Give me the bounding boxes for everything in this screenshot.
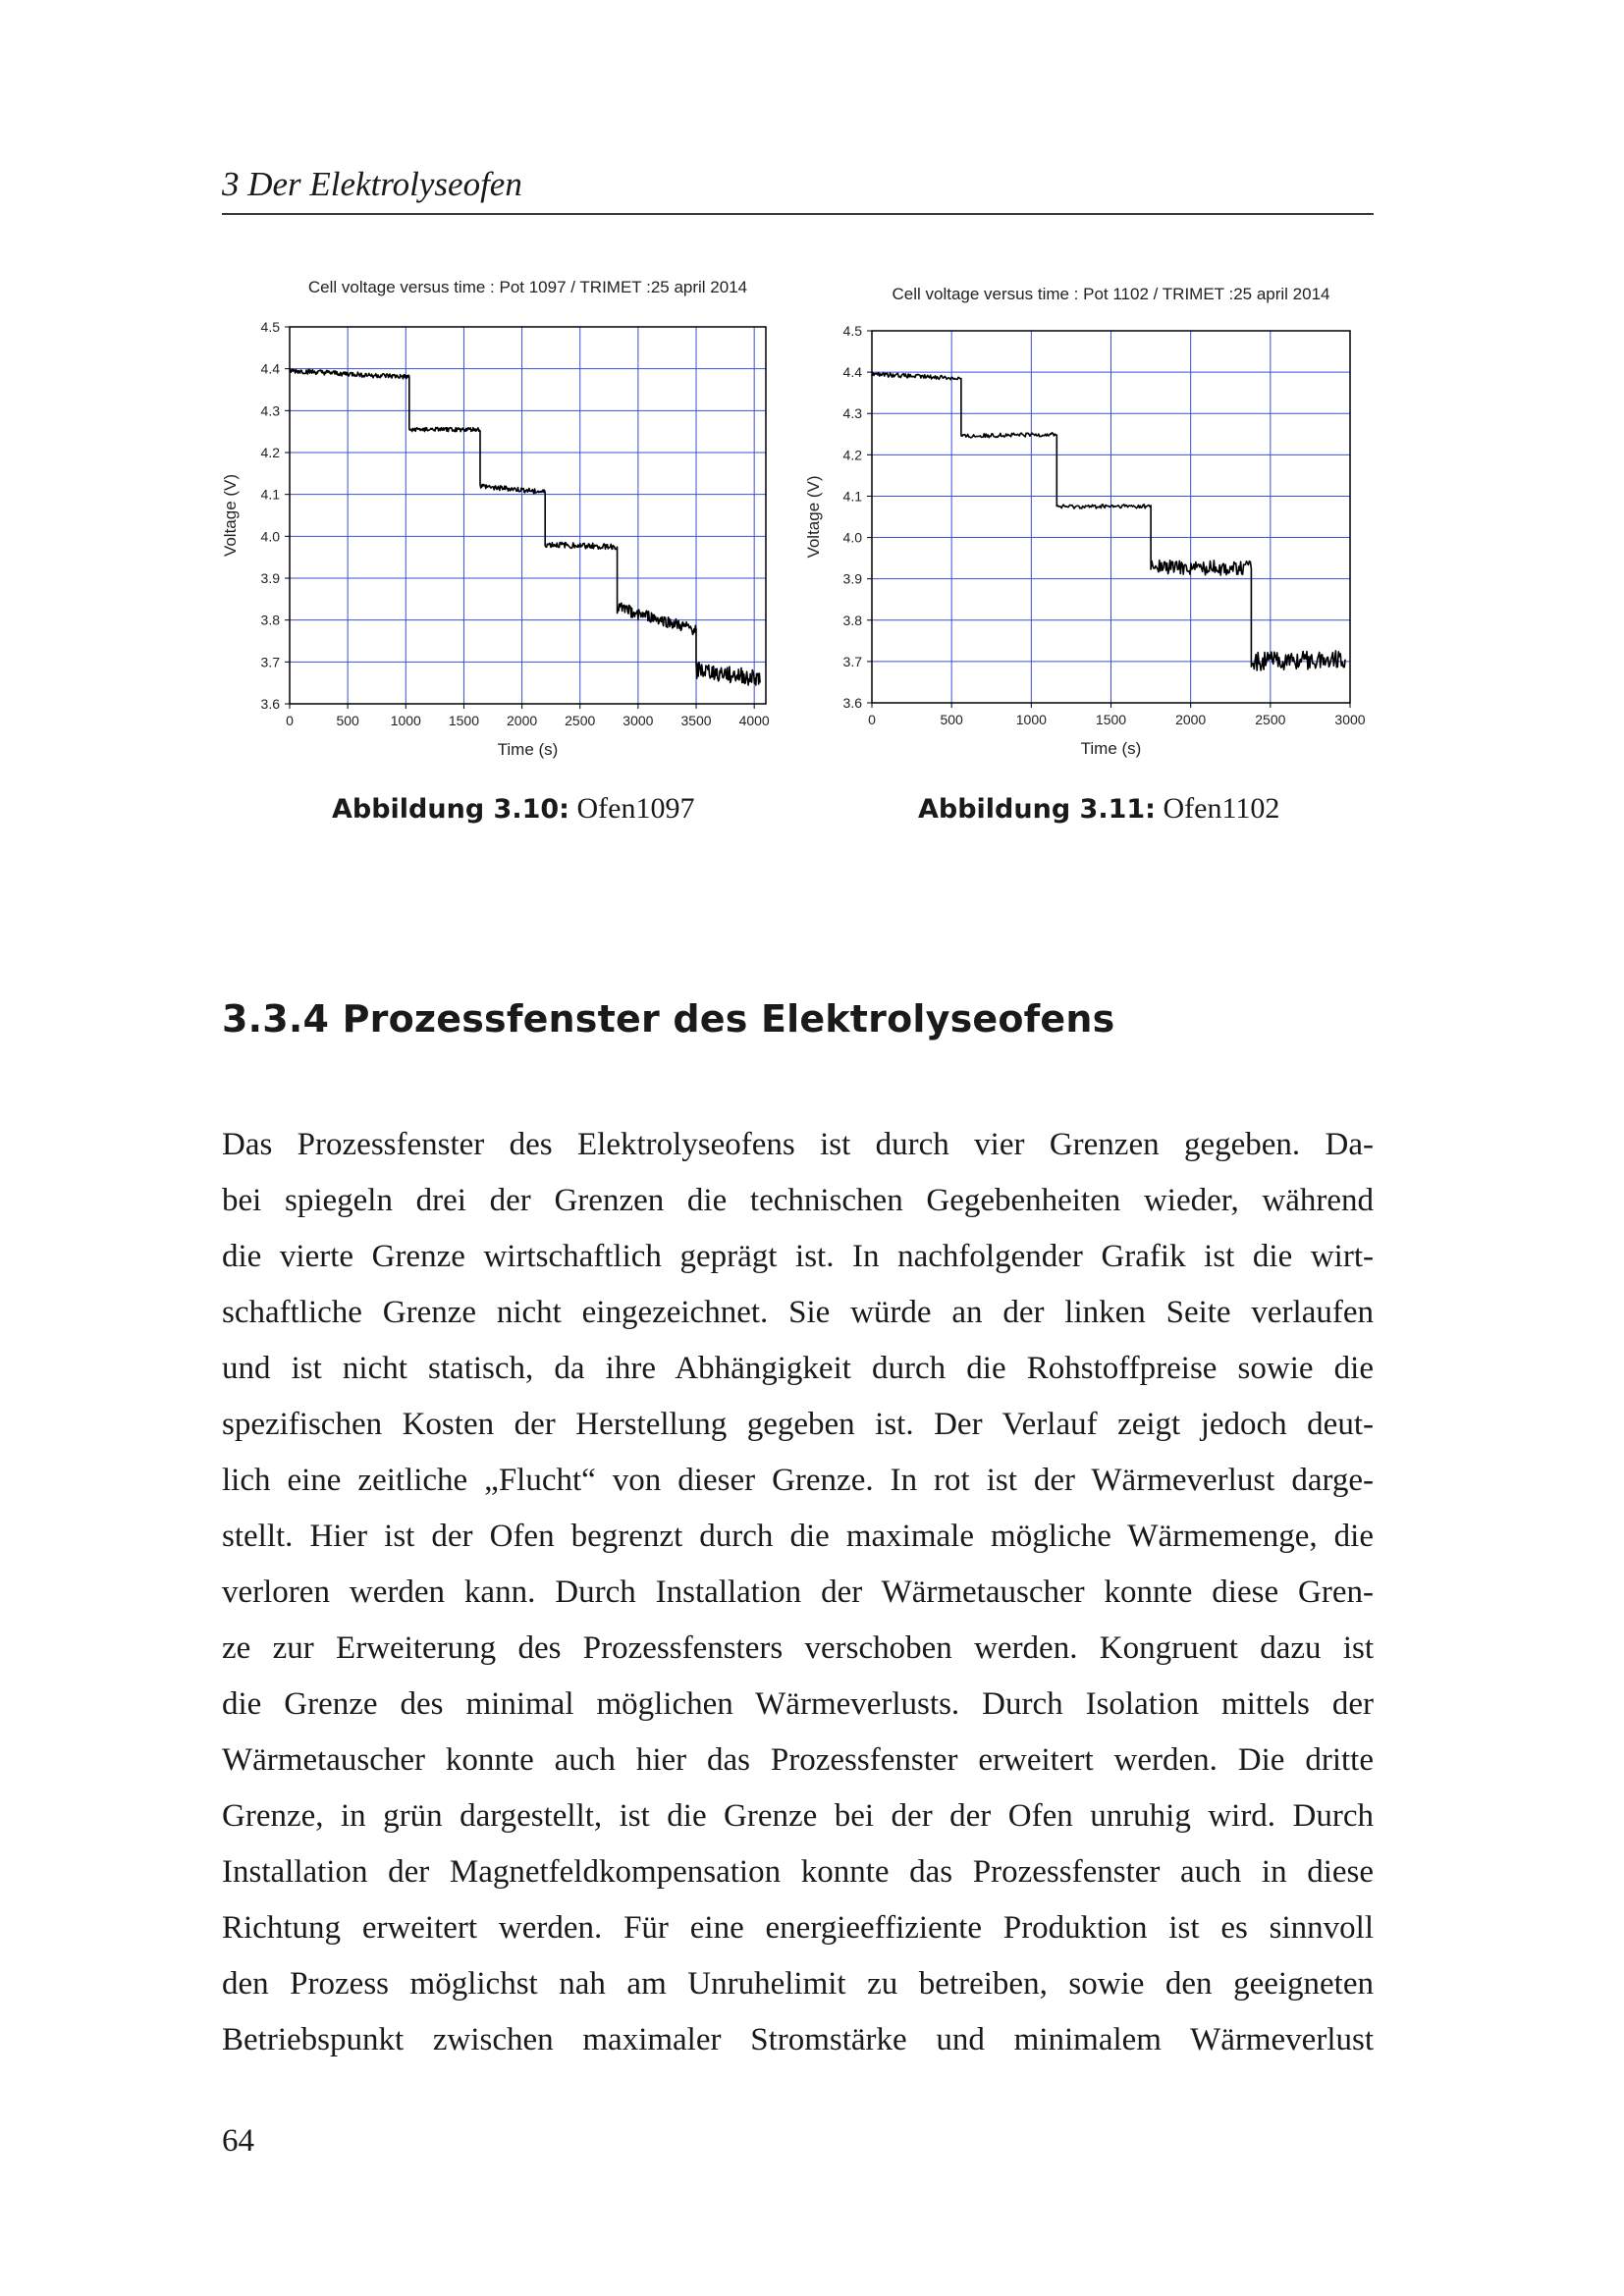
body-line: Grenze, in grün dargestellt, ist die Grenze bei der der Ofen unruhig wird. Durch	[222, 1798, 1374, 1834]
chart-title: Cell voltage versus time : Pot 1097 / TRIMET :25 april 2014	[307, 278, 748, 296]
y-tick-label: 4.3	[842, 405, 862, 422]
header-rule	[222, 213, 1374, 215]
caption-text: Ofen1102	[1163, 792, 1280, 825]
y-tick-label: 3.7	[842, 653, 862, 669]
y-tick-label: 3.8	[260, 612, 280, 628]
y-tick-label: 4.4	[260, 360, 280, 377]
y-tick-label: 4.4	[842, 364, 862, 381]
x-tick-label: 0	[868, 712, 876, 727]
body-paragraph	[222, 1117, 1374, 2068]
body-line: spezifischen Kosten der Herstellung gegeben ist. Der Verlauf zeigt jedoch deut-	[222, 1407, 1374, 1442]
body-line: Betriebspunkt zwischen maximaler Stromstärke und minimalem Wärmeverlust	[222, 2022, 1374, 2057]
caption-label: Abbildung 3.10:	[332, 794, 569, 825]
x-tick-label: 1500	[1095, 712, 1127, 727]
voltage-series-line	[290, 369, 760, 686]
chart-ofen1102	[797, 265, 1386, 775]
body-line: Installation der Magnetfeldkompensation konnte das Prozessfenster auch in diese	[222, 1854, 1374, 1890]
x-tick-label: 2500	[565, 713, 596, 728]
caption-text: Ofen1097	[576, 792, 695, 825]
y-axis-label: Voltage (V)	[804, 475, 823, 559]
chart-title: Cell voltage versus time : Pot 1102 / TRIMET :25 april 2014	[892, 285, 1330, 303]
body-line: Das Prozessfenster des Elektrolyseofens ist durch vier Grenzen gegeben. Da-	[222, 1127, 1374, 1162]
x-tick-label: 3500	[680, 713, 712, 728]
body-line: und ist nicht statisch, da ihre Abhängigkeit durch die Rohstoffpreise sowie die	[222, 1351, 1374, 1386]
body-line: lich eine zeitliche „Flucht“ von dieser Grenze. In rot ist der Wärmeverlust darge-	[222, 1463, 1374, 1498]
section-title: 3.3.4 Prozessfenster des Elektrolyseofens	[222, 997, 1115, 1041]
plot-frame	[290, 327, 766, 704]
voltage-series-line	[872, 373, 1345, 670]
figure-ofen1097	[214, 265, 803, 775]
y-tick-label: 3.7	[260, 654, 280, 670]
page-number: 64	[222, 2123, 254, 2159]
body-line: den Prozess möglichst nah am Unruhelimit zu betreiben, sowie den geeigneten	[222, 1966, 1374, 2002]
body-line: die Grenze des minimal möglichen Wärmeverlusts. Durch Isolation mittels der	[222, 1686, 1374, 1722]
y-tick-label: 4.3	[260, 402, 280, 419]
y-tick-label: 4.2	[842, 447, 862, 463]
figure-caption-3-10	[332, 792, 694, 826]
x-tick-label: 1500	[448, 713, 480, 728]
y-tick-label: 4.1	[842, 488, 862, 505]
y-tick-label: 4.0	[842, 529, 862, 546]
figure-ofen1102	[797, 265, 1386, 775]
y-tick-label: 4.1	[260, 486, 280, 503]
x-tick-label: 0	[286, 713, 294, 728]
y-tick-label: 4.5	[842, 323, 862, 339]
x-axis-label: Time (s)	[1080, 739, 1142, 758]
x-tick-label: 2000	[1175, 712, 1207, 727]
y-tick-label: 3.9	[842, 570, 862, 587]
y-tick-label: 3.6	[260, 696, 280, 712]
body-line: stellt. Hier ist der Ofen begrenzt durch die maximale mögliche Wärmemenge, die	[222, 1519, 1374, 1554]
y-tick-label: 4.2	[260, 445, 280, 460]
x-tick-label: 3000	[623, 713, 654, 728]
x-axis-label: Time (s)	[497, 740, 559, 759]
running-head: 3 Der Elektrolyseofen	[222, 165, 522, 203]
body-line: verloren werden kann. Durch Installation der Wärmetauscher konnte diese Gren-	[222, 1575, 1374, 1610]
x-tick-label: 2000	[507, 713, 538, 728]
y-tick-label: 3.9	[260, 570, 280, 586]
body-line: schaftliche Grenze nicht eingezeichnet. Sie würde an der linken Seite verlaufen	[222, 1295, 1374, 1330]
figure-caption-3-11	[918, 792, 1279, 826]
body-line: ze zur Erweiterung des Prozessfensters verschoben werden. Kongruent dazu ist	[222, 1630, 1374, 1666]
x-tick-label: 1000	[390, 713, 421, 728]
x-tick-label: 2500	[1255, 712, 1286, 727]
x-tick-label: 1000	[1015, 712, 1047, 727]
y-axis-label: Voltage (V)	[221, 473, 240, 558]
body-line: Richtung erweitert werden. Für eine energieeffiziente Produktion ist es sinnvoll	[222, 1910, 1374, 1946]
caption-label: Abbildung 3.11:	[918, 794, 1156, 825]
y-tick-label: 3.8	[842, 612, 862, 628]
chart-ofen1097	[214, 265, 803, 775]
x-tick-label: 500	[336, 713, 359, 728]
x-tick-label: 4000	[738, 713, 770, 728]
x-tick-label: 3000	[1334, 712, 1366, 727]
y-tick-label: 4.0	[260, 528, 280, 545]
y-tick-label: 3.6	[842, 695, 862, 711]
body-line: die vierte Grenze wirtschaftlich geprägt ist. In nachfolgender Grafik ist die wirt-	[222, 1239, 1374, 1274]
body-line: bei spiegeln drei der Grenzen die technischen Gegebenheiten wieder, während	[222, 1183, 1374, 1218]
y-tick-label: 4.5	[260, 319, 280, 335]
body-line: Wärmetauscher konnte auch hier das Prozessfenster erweitert werden. Die dritte	[222, 1742, 1374, 1778]
x-tick-label: 500	[940, 712, 963, 727]
